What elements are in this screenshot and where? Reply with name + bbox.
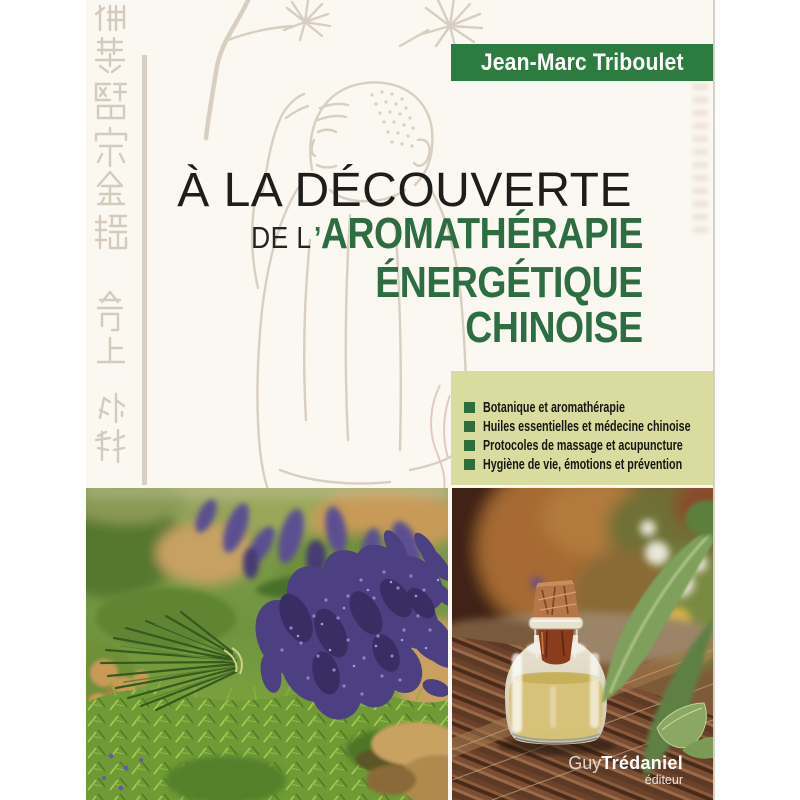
woodblock-border-line — [142, 55, 147, 485]
topic-item — [464, 398, 707, 417]
publisher-name — [568, 754, 683, 774]
pine-needles-icon — [400, 0, 482, 50]
title-line-2-prefix: DE L — [251, 220, 312, 255]
publisher-logo — [568, 754, 683, 787]
topic-item-label: Protocoles de massage et acupuncture — [483, 437, 683, 454]
publisher-name-light: Guy — [568, 753, 602, 773]
topic-item — [464, 417, 707, 436]
topic-item-label: Hygiène de vie, émotions et prévention — [483, 456, 683, 473]
publisher-subtitle: éditeur — [644, 772, 683, 787]
publisher-name-bold: Trédaniel — [601, 753, 683, 773]
title-line-2 — [251, 209, 643, 258]
bullet-square-icon — [464, 421, 475, 432]
author-name: Jean-Marc Triboulet — [480, 48, 684, 76]
robe-fold-sketch — [431, 385, 450, 490]
cover-right-edge — [713, 0, 715, 800]
pine-needles-icon — [284, 0, 330, 40]
topic-item-label: Botanique et aromathérapie — [483, 399, 625, 416]
topic-item — [464, 436, 707, 455]
cork — [532, 580, 579, 617]
title-apostrophe: ’ — [314, 220, 321, 255]
author-band — [451, 44, 713, 81]
topic-item-label: Huiles essentielles et médecine chinoise — [483, 418, 691, 435]
scan-showthrough — [693, 58, 708, 240]
title-line-2-main: AROMATHÉRAPIE — [320, 209, 643, 258]
title-line-3: ÉNERGÉTIQUE — [375, 258, 643, 307]
title-line-1: À LA DÉCOUVERTE — [177, 164, 632, 217]
chinese-caption — [92, 0, 156, 490]
bullet-square-icon — [464, 459, 475, 470]
topics-box — [451, 371, 713, 485]
bullet-square-icon — [464, 402, 475, 413]
title-line-4: CHINOISE — [465, 303, 643, 352]
bullet-square-icon — [464, 440, 475, 451]
topic-item — [464, 455, 707, 474]
lavender-photo — [86, 488, 448, 800]
